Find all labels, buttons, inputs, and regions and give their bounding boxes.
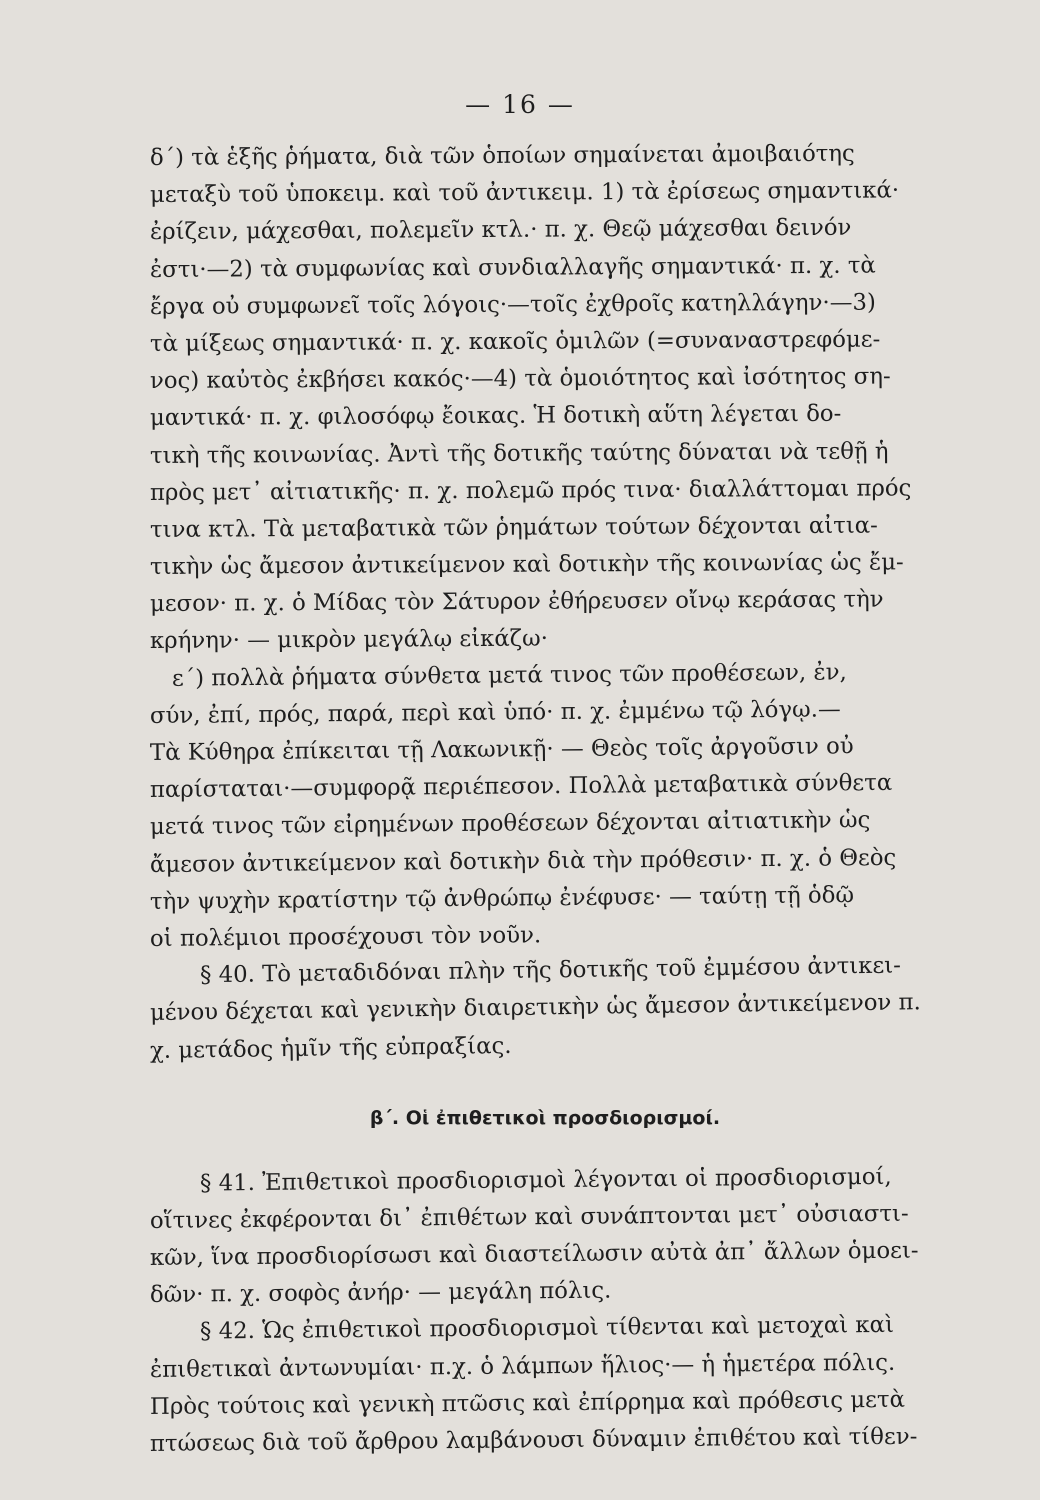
text-line: ε΄) πολλὰ ῥήματα σύνθετα μετά τινος τῶν προθέσεων, ἐν, [171,658,847,692]
text-line: μετά τινος τῶν εἰρημένων προθέσεων δέχονται αἰτιατικὴν ὡς [149,807,871,841]
text-line: πρὸς μετ᾽ αἰτιατικῆς· π. χ. πολεμῶ πρός τινα· διαλλάττομαι πρός [149,475,912,506]
text-line: τὴν ψυχὴν κρατίστην τῷ ἀνθρώπῳ ἐνέφυσε· — ταύτῃ τῇ ὁδῷ [149,881,855,915]
text-line: σύν, ἐπί, πρός, παρά, περὶ καὶ ὑπό· π. χ. ἐμμένω τῷ λόγῳ.— [149,696,841,729]
text-line: ἐπιθετικαὶ ἀντωνυμίαι· π.χ. ὁ λάμπων ἥλιος·— ἡ ἡμετέρα πόλις. [149,1349,896,1383]
text-line: Πρὸς τούτοις καὶ γενικὴ πτῶσις καὶ ἐπίρρημα καὶ πρόθεσις μετὰ [149,1386,906,1420]
text-line: τικὴ τῆς κοινωνίας. Ἀντὶ τῆς δοτικῆς ταύτης δύναται νὰ τεθῇ ἡ [149,437,889,469]
text-line: πτώσεως διὰ τοῦ ἄρθρου λαμβάνουσι δύναμιν ἐπιθέτου καὶ τίθεν- [149,1423,918,1457]
text-line: § 42. Ὡς ἐπιθετικοὶ προσδιορισμοὶ τίθενται καὶ μετοχαὶ καὶ [199,1312,895,1345]
text-line: ἔργα οὐ συμφωνεῖ τοῖς λόγοις·—τοῖς ἐχθροῖς κατηλλάγην·—3) [149,289,876,320]
text-line: ἐστι·—2) τὰ συμφωνίας καὶ συνδιαλλαγῆς σημαντικά· π. χ. τὰ [149,252,876,283]
text-line: οἱ πολέμιοι προσέχουσι τὸν νοῦν. [149,922,542,952]
text-line: χ. μετάδος ἡμῖν τῆς εὐπραξίας. [149,1032,512,1064]
text-line: τικὴν ὡς ἄμεσον ἀντικείμενον καὶ δοτικὴν τῆς κοινωνίας ὡς ἔμ- [149,549,904,581]
text-line: κῶν, ἵνα προσδιορίσωσι καὶ διαστείλωσιν αὐτὰ ἀπ᾽ ἄλλων ὁμοει- [149,1237,919,1272]
page-body [150,140,940,1463]
text-line: § 40. Τὸ μεταδιδόναι πλὴν τῆς δοτικῆς τοῦ ἐμμέσου ἀντικει- [199,952,902,989]
page-number: — 16 — [465,90,575,119]
text-line: ἄμεσον ἀντικείμενον καὶ δοτικὴν διὰ τὴν πρόθεσιν· π. χ. ὁ Θεὸς [149,844,897,878]
text-line: μένου δέχεται καὶ γενικὴν διαιρετικὴν ὡς ἄμεσον ἀντικείμενον π. [149,989,921,1027]
text-line: οἵτινες ἐκφέρονται δι᾽ ἐπιθέτων καὶ συνάπτονται μετ᾽ οὐσιαστι- [149,1200,909,1234]
text-line: δῶν· π. χ. σοφὸς ἀνήρ· — μεγάλη πόλις. [149,1277,612,1309]
text-line: μεσον· π. χ. ὁ Μίδας τὸν Σάτυρον ἐθήρευσεν οἴνῳ κεράσας τὴν [149,586,884,618]
text-line: μαντικά· π. χ. φιλοσόφῳ ἔοικας. Ἡ δοτικὴ αὕτη λέγεται δο- [149,401,842,432]
text-line: ἐρίζειν, μάχεσθαι, πολεμεῖν κτλ.· π. χ. Θεῷ μάχεσθαι δεινόν [149,215,852,246]
text-line: τινα κτλ. Τὰ μεταβατικὰ τῶν ῥημάτων τούτων δέχονται αἰτια- [149,512,878,543]
text-line: § 41. Ἐπιθετικοὶ προσδιορισμοὶ λέγονται οἱ προσδιορισμοί, [199,1163,892,1197]
text-line: κρήνην· — μικρὸν μεγάλῳ εἰκάζω· [149,626,549,655]
section-heading: β΄. Οἱ ἐπιθετικοὶ προσδιορισμοί. [369,1106,721,1129]
text-line: νος) καὐτὸς ἐκβήσει κακός·—4) τὰ ὁμοιότητος καὶ ἰσότητος ση- [149,363,891,395]
text-line: παρίσταται·—συμφορᾷ περιέπεσον. Πολλὰ μεταβατικὰ σύνθετα [149,770,893,804]
text-line: τὰ μίξεως σημαντικά· π. χ. κακοῖς ὁμιλῶν (=συναναστρεφόμε- [149,326,881,357]
text-line: δ΄) τὰ ἑξῆς ῥήματα, διὰ τῶν ὁποίων σημαίνεται ἀμοιβαιότης [149,140,855,171]
text-line: μεταξὺ τοῦ ὑποκειμ. καὶ τοῦ ἀντικειμ. 1) τὰ ἐρίσεως σημαντικά· [149,177,900,209]
text-line: Τὰ Κύθηρα ἐπίκειται τῇ Λακωνικῇ· — Θεὸς τοῖς ἀργοῦσιν οὐ [149,733,854,766]
